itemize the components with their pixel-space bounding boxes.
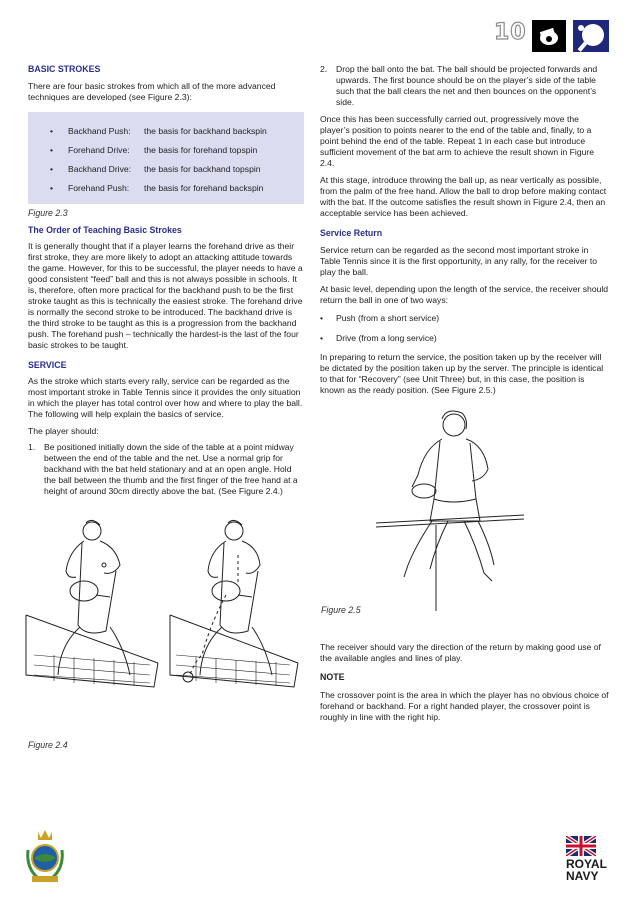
server-figure-left (58, 520, 130, 675)
server-figure-right (190, 520, 272, 675)
receiver-figure (404, 411, 494, 581)
receiver-table (376, 515, 524, 611)
unit-number: 10 (494, 20, 527, 45)
table-tennis-icon (573, 20, 609, 52)
service-paragraph: As the stroke which starts every rally, service can be regarded as the most important stroke in Table Tennis since it provides the only situation in which the player has total control over how and where to play the ball. The following will help explain the basics of service. (28, 376, 303, 419)
figure-2-5-caption: Figure 2.5 (321, 605, 361, 615)
throwing-paragraph: At this stage, introduce throwing the ball up, as near vertically as possible, from the palm of the free hand. Allow the ball to drop before making contact with the bat. If the outcome satisfies the result shown in Figure 2.4, then an acceptable service has been achieved. (320, 175, 607, 218)
stroke-item: • Backhand Push: the basis for backhand backspin (50, 126, 267, 136)
royal-navy-logo: ROYAL NAVY (566, 857, 607, 883)
basic-strokes-heading: BASIC STROKES (28, 64, 101, 74)
figure-2-5-illustration (372, 405, 528, 615)
service-return-heading: Service Return (320, 228, 383, 238)
basic-strokes-intro: There are four basic strokes from which all of the more advanced techniques are developed (see Figure 2.3): (28, 81, 276, 102)
order-heading: The Order of Teaching Basic Strokes (28, 225, 182, 235)
stroke-item: • Forehand Push: the basis for forehand backspin (50, 183, 264, 193)
service-return-paragraph: Service return can be regarded as the second most important stroke in Table Tennis since it is the first opportunity, in any rally, for the receiver to play the ball. (320, 245, 598, 277)
vary-direction-paragraph: The receiver should vary the direction of the return by making good use of the available angles and lines of play. (320, 642, 601, 663)
return-way-item: • Push (from a short service) (320, 313, 440, 323)
figure-2-4-illustration (24, 515, 300, 695)
order-paragraph: It is generally thought that if a player learns the forehand drive as their first stroke, they are more likely to adopt an attacking attitude towards the game. However, for this to be successful, the player needs to have a good consistent “feed” ball and this is not always possible in schools. It is, therefore, often more practical for the backhand push to be the first stroke taught as this is technically the easiest stroke. The forehand drive is normally the second stroke to be introduced. The backhand drive is the third stroke to be taught as this is a progression from the backhand push. The forehand push – technically the hardest-is the last of the four basic strokes to be taught. (28, 241, 303, 350)
note-heading: NOTE (320, 672, 345, 682)
ready-position-paragraph: In preparing to return the service, the position taken up by the receiver will be dictated by the position taken up by the server. The principle is identical to that for “Recovery” (see Unit Three) but, in this case, the position is known as the ready position. (See Figure 2.5.) (320, 352, 604, 395)
table-left (26, 615, 158, 687)
basic-level-paragraph: At basic level, depending upon the length of the service, the receiver should return the ball in one of two ways: (320, 284, 609, 305)
whistle-icon (532, 20, 566, 52)
player-should-text: The player should: (28, 426, 99, 436)
figure-2-4-caption: Figure 2.4 (28, 740, 68, 750)
strokes-callout-box (28, 112, 304, 204)
royal-marines-crest-icon (24, 828, 66, 886)
repeat-paragraph: Once this has been successfully carried out, progressively move the player’s position to points nearer to the end of the table and, finally, to a point behind the end of the table. Repeat 1 in each case but introduce sufficient movement of the bat arm to achieve the result shown in Figure 2.4. (320, 114, 595, 168)
stroke-item: • Forehand Drive: the basis for forehand topspin (50, 145, 258, 155)
return-way-item: • Drive (from a long service) (320, 333, 437, 343)
service-step-1: 1. Be positioned initially down the side of the table at a point midway between the end of the table and the net. Use a normal grip for backhand with the bat held stationary and at an open angle. Hold the ball between the thumb and the first finger of the free hand at a height of around 30cm directly above the bat. (See Figure 2.4.) (28, 442, 298, 496)
stroke-item: • Backhand Drive: the basis for backhand topspin (50, 164, 261, 174)
service-step-2: 2. Drop the ball onto the bat. The ball should be projected forwards and upwards. The first bounce should be on the player’s side of the table such that the ball clears the net and then bounces on the opponent’s side. (320, 64, 598, 107)
note-paragraph: The crossover point is the area in which the player has no obvious choice of forehand or backhand. For a right handed player, the crossover point is roughly in line with the right hip. (320, 690, 609, 722)
service-heading: SERVICE (28, 360, 67, 370)
figure-2-3-caption: Figure 2.3 (28, 208, 68, 218)
table-right (170, 615, 298, 687)
union-flag-icon (566, 836, 596, 856)
